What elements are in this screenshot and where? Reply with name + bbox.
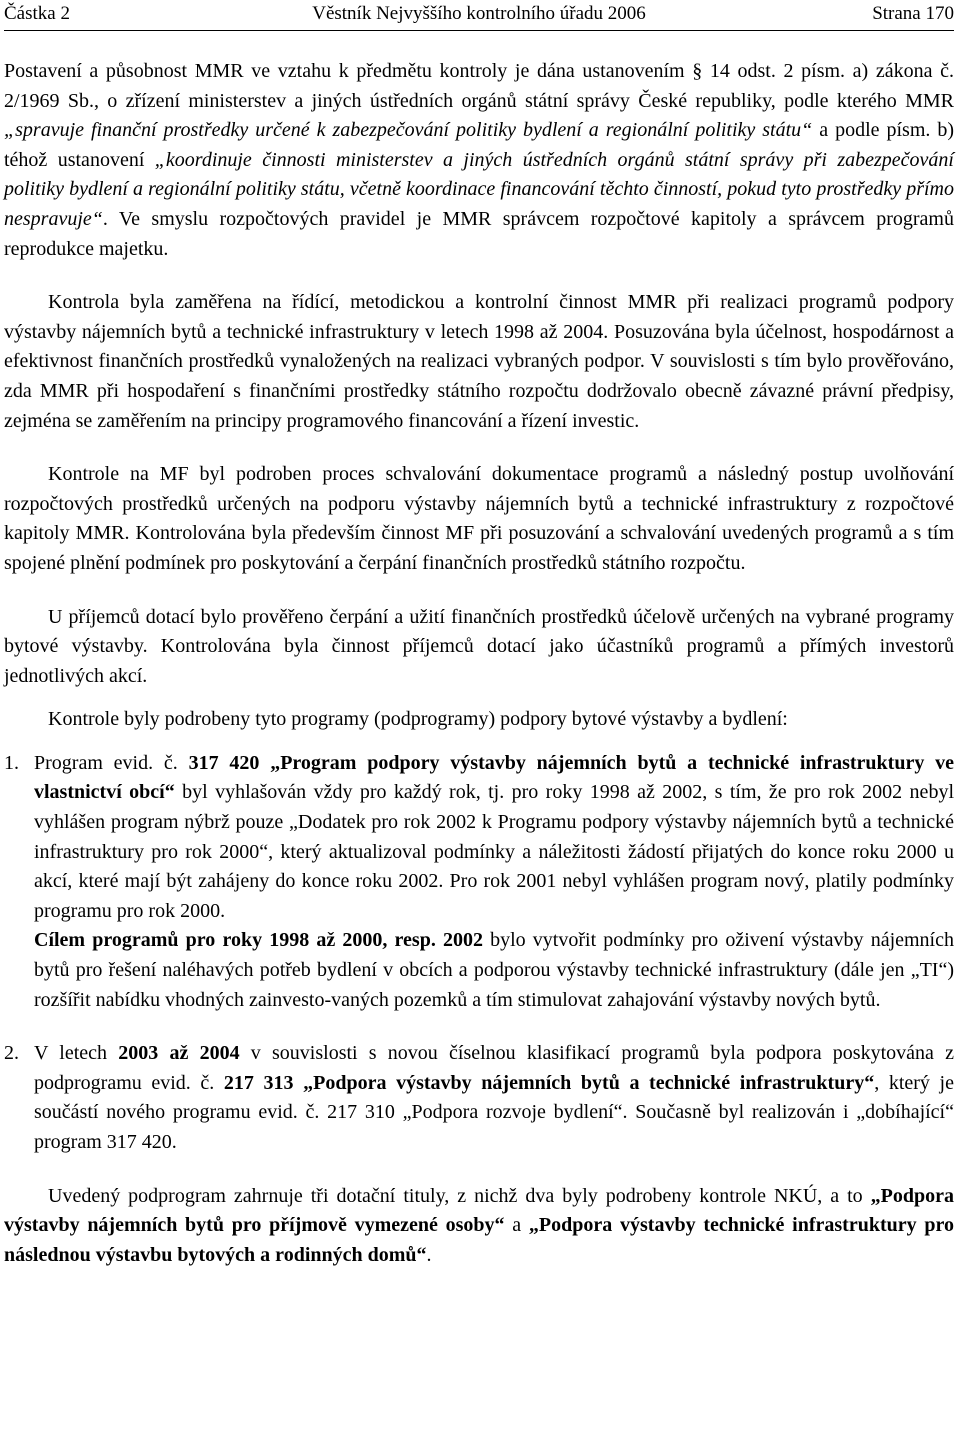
program-1-goal-text: bylo vytvořit podmínky pro oživení výstavby nájemních bytů pro řešení naléhavých potřeb bydlení v obcích a podporou výstavby technické infrastruktury (dále jen „TI“) rozšířit nabídku vhodných zainvesto-vaných pozemků a tím stimulovat zahajování výstavby nových bytů. (34, 929, 954, 1011)
list-item-program-1 (4, 749, 954, 1015)
paragraph-subprogram (4, 1182, 954, 1271)
subprogram-text-1: Uvedený podprogram zahrnuje tři dotační tituly, z nichž dva byly podrobeny kontrole NKÚ, a to (48, 1184, 871, 1207)
legal-basis-text-1: Postavení a působnost MMR ve vztahu k předmětu kontroly je dána ustanovením § 14 odst. 2 písm. a) zákona č. 2/1969 Sb., o zřízení ministerstev a jiných ústředních orgánů státní správy České republiky, podle kterého MMR (4, 60, 954, 112)
page-header (4, 0, 954, 31)
document-body (4, 57, 954, 1270)
legal-basis-text-3: . Ve smyslu rozpočtových pravidel je MMR správcem rozpočtové kapitoly a správcem programů reprodukce majetku. (4, 207, 954, 260)
program-2-text-2: v souvislosti s novou číselnou klasifikací programů byla podpora poskytována z podprogramu evid. č. (34, 1042, 954, 1094)
legal-basis-quote-1: „spravuje finanční prostředky určené k zabezpečování politiky bydlení a regionální politiky státu“ (4, 119, 813, 142)
paragraph-programs-intro: Kontrole byly podrobeny tyto programy (podprogramy) podpory bytové výstavby a bydlení: (48, 708, 788, 731)
paragraph-mf-audit: Kontrole na MF byl podroben proces schvalování dokumentace programů a následný postup uvolňování rozpočtových prostředků určených na podporu výstavby nájemních bytů a technické infrastruktury z rozpočtové kapitoly MMR. Kontrolována byla především činnost MF při posuzování a schvalování uvedených programů a s tím spojené plnění podmínek pro poskytování a čerpání finančních prostředků státního rozpočtu. (4, 463, 954, 574)
program-2-description (34, 1039, 954, 1157)
program-1-goal-label: Cílem programů pro roky 1998 až 2000, resp. 2002 (34, 929, 483, 952)
legal-basis-quote-2: „koordinuje činnosti ministerstev a jiných ústředních orgánů státní správy při zabezpečování politiky bydlení a regionální politiky státu, včetně koordinace financování těchto činností, pokud tyto prostředky přímo nespravuje“ (4, 148, 954, 230)
list-item-number: 1. (4, 751, 19, 774)
legal-basis-text-2: a podle písm. b) téhož ustanovení (4, 119, 954, 171)
program-1-goal (34, 926, 954, 1015)
subprogram-title-1: „Podpora výstavby nájemních bytů pro příjmově vymezené osoby“ (4, 1184, 954, 1237)
program-2-text-1: V letech (34, 1042, 119, 1065)
header-issue: Částka 2 (4, 3, 70, 24)
program-2-title: 217 313 „Podpora výstavby nájemních bytů a technické infrastruktury“ (223, 1071, 875, 1094)
paragraph-legal-basis (4, 57, 954, 264)
program-2-years: 2003 až 2004 (118, 1042, 240, 1065)
subprogram-text-2: a (504, 1214, 529, 1237)
list-item-number: 2. (4, 1042, 19, 1065)
program-1-text-1: Program evid. č. (34, 751, 189, 774)
program-1-description (34, 749, 954, 927)
header-journal-title: Věstník Nejvyššího kontrolního úřadu 2006 (312, 3, 646, 24)
paragraph-recipients: U příjemců dotací bylo prověřeno čerpání a užití finančních prostředků účelově určených na vybrané programy bytové výstavby. Kontrolována byla činnost příjemců dotací jako účastníků programů a přímých investorů jednotlivých akcí. (4, 605, 954, 687)
list-item-program-2 (4, 1039, 954, 1157)
program-1-text-2: byl vyhlašován vždy pro každý rok, tj. pro roky 1998 až 2002, s tím, že pro rok 2002 nebyl vyhlášen program nýbrž pouze „Dodatek pro rok 2002 k Programu podpory výstavby nájemních bytů a technické infrastruktury pro rok 2000“, který aktualizoval podmínky a náležitosti žádostí přijatých do konce roku 2000 u akcí, které mají být zahájeny do konce roku 2002. Pro rok 2001 nebyl vyhlášen program nový, platily podmínky programu pro rok 2000. (34, 781, 954, 922)
program-1-title: 317 420 „Program podpory výstavby nájemních bytů a technické infrastruktury ve vlastnictví obcí“ (34, 751, 955, 804)
program-2-text-3: , který je součástí nového programu evid. č. 217 310 „Podpora rozvoje bydlení“. Současně byl realizován i „dobíhající“ program 317 420. (34, 1071, 954, 1153)
header-page-number: Strana 170 (872, 3, 954, 24)
subprogram-title-2: „Podpora výstavby technické infrastruktury pro následnou výstavbu bytových a rodinných domů“ (4, 1214, 954, 1266)
subprogram-text-3: . (426, 1243, 432, 1266)
paragraph-audit-focus: Kontrola byla zaměřena na řídící, metodickou a kontrolní činnost MMR při realizaci programů podpory výstavby nájemních bytů a technické infrastruktury v letech 1998 až 2004. Posuzována byla účelnost, hospodárnost a efektivnost finančních prostředků vynaložených na realizaci vybraných podpor. V souvislosti s tím bylo prověřováno, zda MMR při hospodaření s finančními prostředky státního rozpočtu dodržovalo obecně závazné právní předpisy, zejména se zaměřením na principy programového financování a řízení investic. (4, 291, 954, 432)
